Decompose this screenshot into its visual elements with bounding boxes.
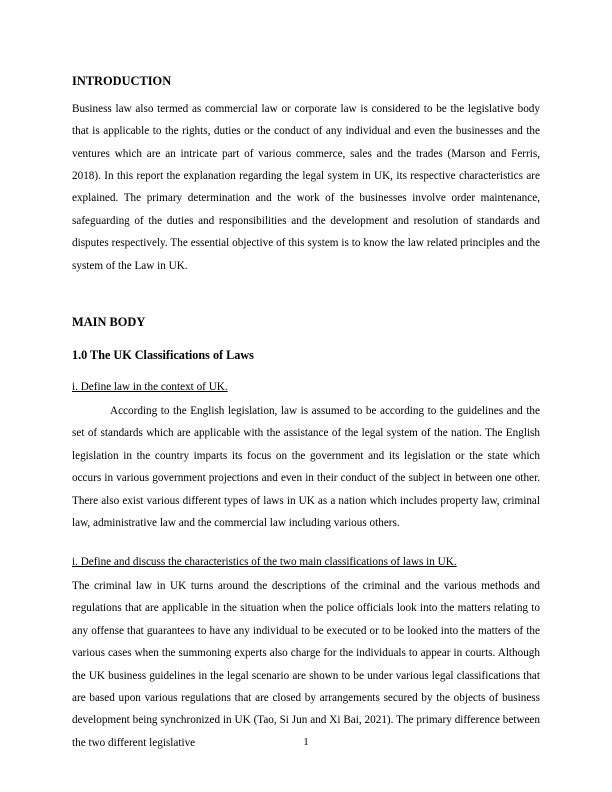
page-number: 1 — [303, 736, 309, 748]
section-1-paragraph-1: According to the English legislation, law is assumed to be according to the guidelines and the set of standards which are applicable with the assistance of the legal system of the nation. The English legislation in the country imparts its focus on the government and its legislation or the state which occurs in various government projections and even in their conduct of the subject in between one other. There also exist various different types of laws in UK as a nation which includes property law, criminal law, administrative law and the commercial law including various others. — [72, 405, 540, 530]
introduction-paragraph: Business law also termed as commercial law or corporate law is considered to be the legislative body that is applicable to the rights, duties or the conduct of any individual and even the businesses and the ventures which are an intricate part of various commerce, sales and the trades (Marson and Ferris, 2018). In this report the explanation regarding the legal system in UK, its respective characteristics are explained. The primary determination and the work of the businesses involve order maintenance, safeguarding of the duties and responsibilities and the development and resolution of standards and disputes respectively. The essential objective of this system is to know the law related principles and the system of the Law in UK. — [72, 102, 540, 272]
question-2-heading: i. Define and discuss the characteristics of the two main classifications of laws in UK. — [72, 555, 457, 568]
section-spacer — [72, 287, 540, 313]
main-body-heading: MAIN BODY — [72, 315, 146, 330]
question-1-heading: i. Define law in the context of UK. — [72, 380, 228, 393]
introduction-heading: INTRODUCTION — [72, 74, 172, 88]
section-1-heading: 1.0 The UK Classifications of Laws — [72, 347, 254, 362]
document-body — [72, 72, 540, 754]
section-1-paragraph-2: The criminal law in UK turns around the descriptions of the criminal and the various methods and regulations that are applicable in the situation when the police officials look into the matters relating to any offense that guarantees to have any individual to be executed or to be looked into the matters of the various cases when the summoning experts also charge for the individuals to appear in courts. Although the UK business guidelines in the legal scenario are shown to be under various legal classifications that are based upon various regulations that are closed by arrangements secured by the objects of business development being synchronized in UK (Tao, Si Jun and Xi Bai, 2021). The primary difference between the two different legislative — [72, 579, 540, 749]
